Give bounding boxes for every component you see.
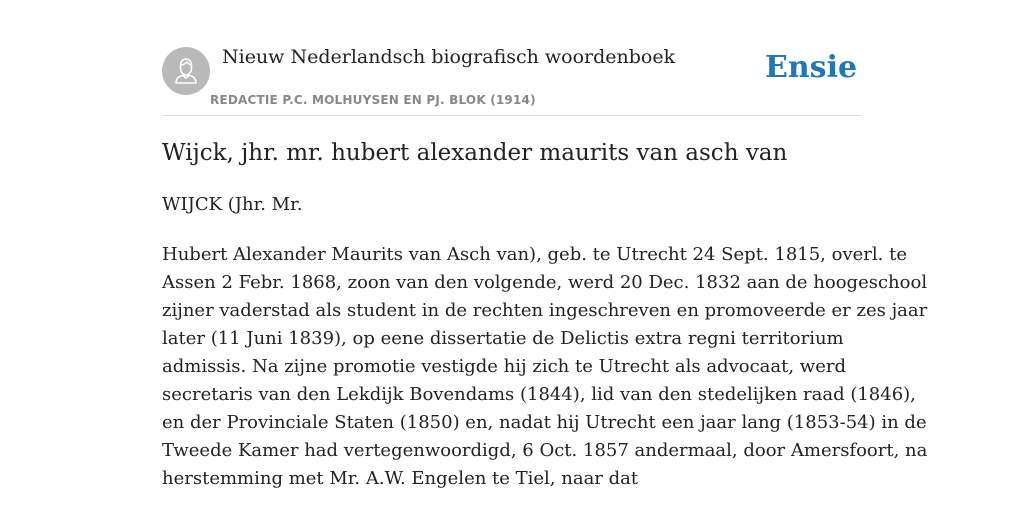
body-line: Hubert Alexander Maurits van Asch van), geb. te Utrecht 24 Sept. 1815, overl. te [162,244,907,265]
body-line: en der Provinciale Staten (1850) en, nadat hij Utrecht een jaar lang (1853-54) in de [162,412,927,433]
body-line: later (11 Juni 1839), op eene dissertatie de Delictis extra regni territorium [162,328,844,349]
avatar [162,47,210,95]
brand-logo[interactable]: Ensie [765,50,858,85]
source-title[interactable]: Nieuw Nederlandsch biografisch woordenboek [222,46,676,68]
header-divider [162,115,862,116]
user-placeholder-icon [162,47,210,95]
body-line: zijner vaderstad als student in de rechten ingeschreven en promoveerde er zes jaar [162,300,928,321]
body-line: Assen 2 Febr. 1868, zoon van den volgende, werd 20 Dec. 1832 aan de hoogeschool [162,272,928,293]
source-subtitle: REDACTIE P.C. MOLHUYSEN EN PJ. BLOK (1914) [210,93,536,107]
body-line: secretaris van den Lekdijk Bovendams (1844), lid van den stedelijken raad (1846), [162,384,916,405]
entry-title: Wijck, jhr. mr. hubert alexander maurits van asch van [162,140,788,166]
entry-lead: WIJCK (Jhr. Mr. [162,194,303,215]
entry-body [162,241,928,493]
body-line: admissis. Na zijne promotie vestigde hij zich te Utrecht als advocaat, werd [162,356,846,377]
body-line: herstemming met Mr. A.W. Engelen te Tiel, naar dat [162,468,639,489]
body-line: Tweede Kamer had vertegenwoordigd, 6 Oct. 1857 andermaal, door Amersfoort, na [162,440,928,461]
